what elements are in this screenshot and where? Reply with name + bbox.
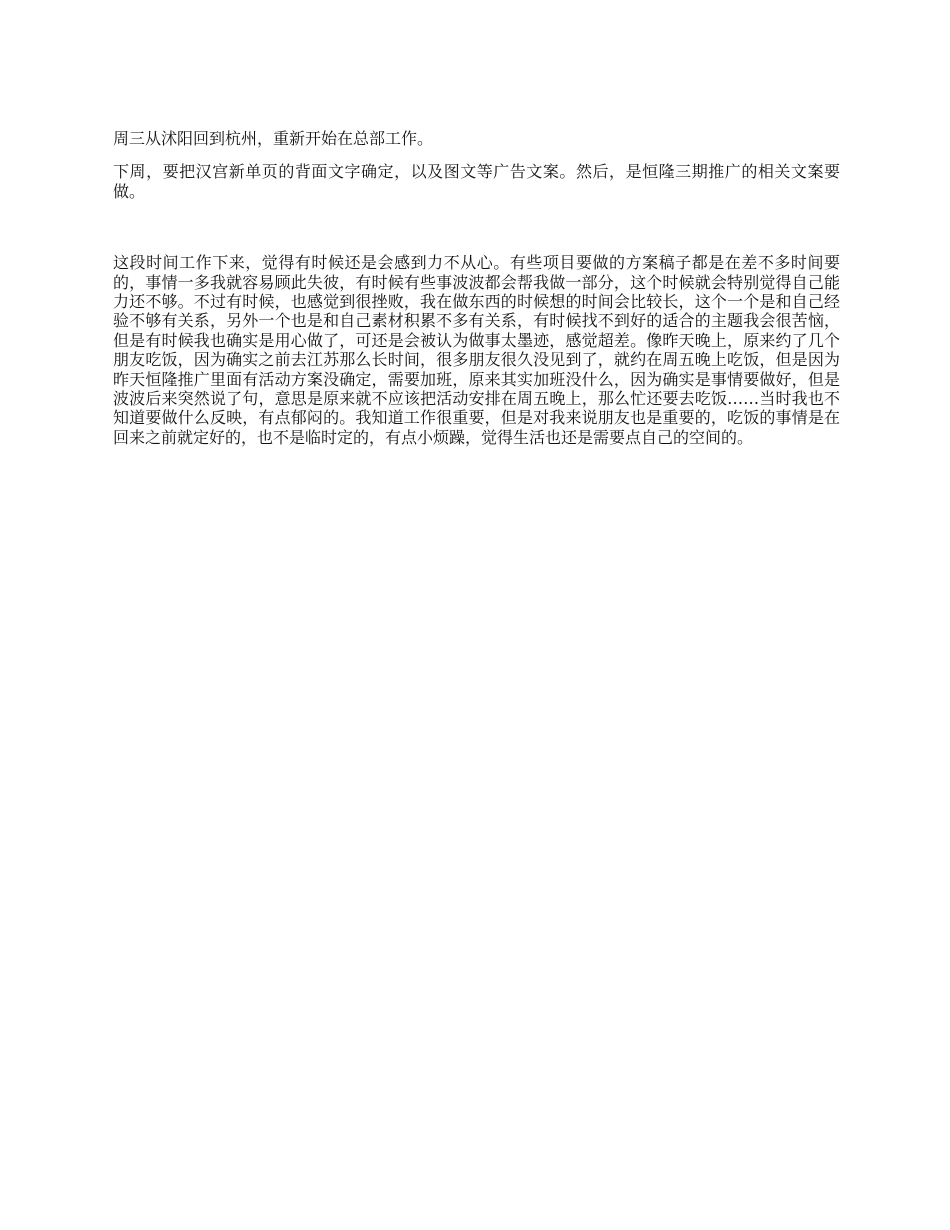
paragraph-next-week-plan: 下周，要把汉宫新单页的背面文字确定，以及图文等广告文案。然后，是恒隆三期推广的相关文案要做。 <box>113 162 840 201</box>
paragraph-work-reflection: 这段时间工作下来，觉得有时候还是会感到力不从心。有些项目要做的方案稿子都是在差不多时间要的，事情一多我就容易顾此失彼，有时候有些事波波都会帮我做一部分，这个时候就会特别觉得自己能力还不够。不过有时候，也感觉到很挫败，我在做东西的时候想的时间会比较长，这个一个是和自己经验不够有关系，另外一个也是和自己素材积累不多有关系，有时候找不到好的适合的主题我会很苦恼，但是有时候我也确实是用心做了，可还是会被认为做事太墨迹，感觉超差。像昨天晚上，原来约了几个朋友吃饭，因为确实之前去江苏那么长时间，很多朋友很久没见到了，就约在周五晚上吃饭，但是因为昨天恒隆推广里面有活动方案没确定，需要加班，原来其实加班没什么，因为确实是事情要做好，但是波波后来突然说了句，意思是原来就不应该把活动安排在周五晚上，那么忙还要去吃饭……当时我也不知道要做什么反映，有点郁闷的。我知道工作很重要，但是对我来说朋友也是重要的，吃饭的事情是在回来之前就定好的，也不是临时定的，有点小烦躁，觉得生活也还是需要点自己的空间的。 <box>113 253 840 447</box>
paragraph-return-to-hangzhou: 周三从沭阳回到杭州，重新开始在总部工作。 <box>113 129 434 148</box>
document-page <box>113 129 840 447</box>
